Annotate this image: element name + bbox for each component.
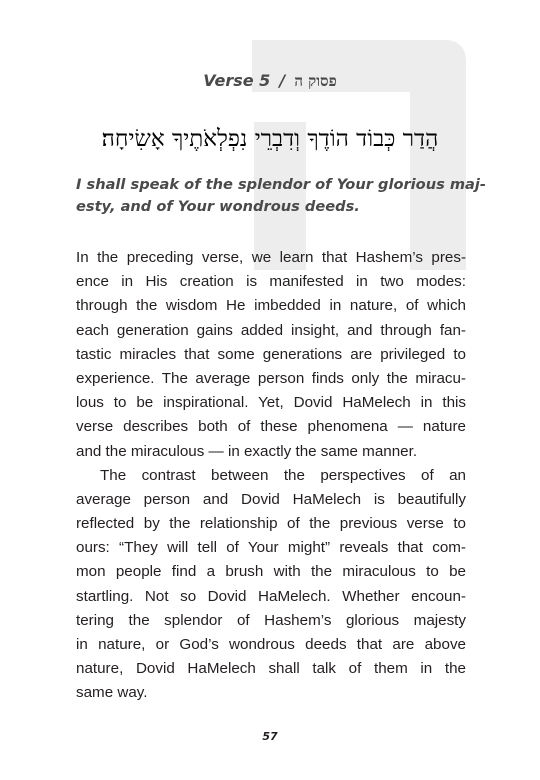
body-line: and the miraculous — in exactly the same manner. — [76, 442, 418, 460]
body-line: mon people find a brush with the miraculous to be — [76, 563, 466, 581]
body-line: experience. The average person finds only the miracu- — [76, 369, 466, 387]
body-line: ours: “They will tell of Your might” reveals that com- — [76, 539, 466, 557]
body-line: each generation gains added insight, and through fan- — [76, 321, 466, 339]
body-line: ence in His creation is manifested in two modes: — [76, 273, 466, 291]
translation-line: I shall speak of the splendor of Your glorious maj- — [76, 176, 486, 193]
body-line: through the wisdom He imbedded in nature, of which — [76, 297, 466, 315]
body-line: startling. Not so Dovid HaMelech. Whether encoun- — [76, 587, 466, 605]
verse-heading — [0, 71, 540, 91]
hebrew-verse-text: הֲדַר כְּבוֹד הוֹדֶךָ וְדִבְרֵי נִפְלְאֹתֶיךָ אָשִׂיחָה׃ — [101, 126, 439, 152]
body-line: tastic miracles that some generations are privileged to — [76, 345, 466, 363]
commentary-body — [76, 246, 466, 706]
body-line: The contrast between the perspectives of an — [100, 466, 466, 484]
page-number: 57 — [262, 730, 278, 743]
translation-line: esty, and of Your wondrous deeds. — [76, 198, 360, 215]
verse-translation — [76, 174, 486, 218]
verse-heading-separator: / — [279, 71, 286, 90]
verse-heading-english: Verse 5 — [203, 71, 271, 90]
body-line: in nature, or God’s wondrous deeds that are above — [76, 636, 466, 653]
body-line: verse describes both of these phenomena — nature — [76, 418, 466, 436]
body-line: same way. — [76, 684, 148, 702]
body-line: lous to be inspirational. Yet, Dovid HaMelech in this — [76, 394, 466, 412]
body-line: reflected by the relationship of the previous verse to — [76, 515, 466, 533]
body-line: In the preceding verse, we learn that Hashem’s pres- — [76, 249, 466, 266]
body-line: nature, Dovid HaMelech shall talk of them in the — [76, 660, 466, 678]
body-line: average person and Dovid HaMelech is beautifully — [76, 490, 466, 508]
body-line: tering the splendor of Hashem’s glorious majesty — [76, 611, 466, 629]
verse-heading-hebrew: פסוק ה — [294, 72, 337, 90]
